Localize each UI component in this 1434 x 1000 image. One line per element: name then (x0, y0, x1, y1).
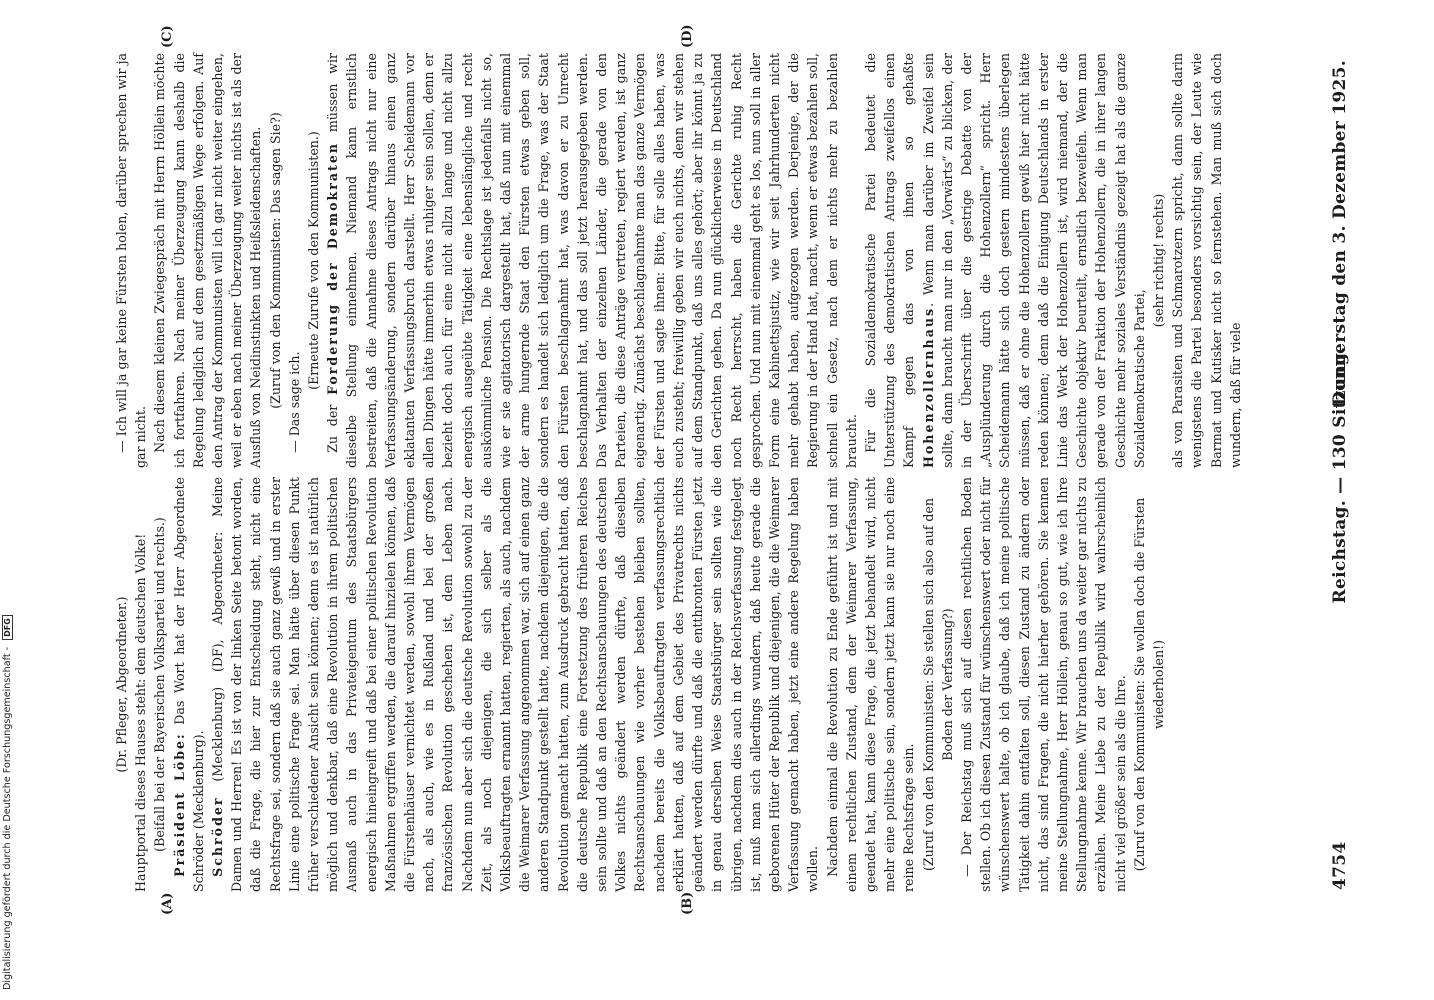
margin-label-c: (C) (160, 25, 175, 48)
interjection: (sehr richtig! rechts) (1150, 193, 1166, 328)
page-number: 4754 (1330, 841, 1350, 890)
footer-text: Digitalisierung gefördert durch die Deutsche Forschungsgemeinschaft - (2, 646, 13, 990)
paragraph-text: (Mecklenburg) (DF), Abgeordneter: Meine Damen und Herren! Es ist von der linken Seite betont worden, daß die Frage, die hier zur Entscheidung steht, nicht eine Rechtsfrage sei, sondern daß sie auch ganz gewiß und in erster Linie eine politische Frage sei. Man hätte über diesen Punkt früher verschiedener Ansicht sein können; denn es ist natürlich möglich und denkbar, daß eine Revolution in ihrem politischen Ausmaß auch in das Privateigentum des Staatsbürgers energisch hineingreift und daß bei einer politischen Revolution Maßnahmen ergriffen werden, die darauf hinzielen können, daß die Fürstenhäuser vernichtet werden, sowohl ihrem Vermögen nach, als auch, wie es in Rußland und bei der großen französischen Revolution geschehen ist, dem Leben nach. Nachdem nun aber sich die deutsche Revolution sowohl zu der Zeit, als noch diejenigen, die sich selber als die Volksbeauftragten ernannt hatten, regierten, als auch, nachdem die Weimarer Verfassung angenommen war, sich auf einen ganz anderen Standpunkt gestellt hatte, nachdem diejenigen, die die Revolution gemacht hatten, zum Ausdruck gebracht hatten, daß die deutsche Republik eine Fortsetzung des früheren Reiches sein sollte und daß an den Rechtsanschauungen des deutschen Volkes nichts geändert werden dürfte, daß dieselben Rechtsanschauungen wie vorher bestehen bleiben sollten, nachdem bereits die Volksbeauftragten verfassungsrechtlich erklärt hatten, daß auf dem Gebiet des Privatrechts nichts geändert werden dürfte und daß die entthronten Fürsten jetzt in genau derselben Weise Staatsbürger sein sollten wie die übrigen, nachdem dies auch in der Reichsverfassung festgelegt ist, muß man sich allerdings wundern, daß heute gerade die geborenen Hüter der Republik und diejenigen, die die Weimarer Verfassung gemacht haben, jetzt eine andere Regelung haben wollen. (210, 477, 821, 892)
emphasis: Hohenzollernhaus (920, 306, 936, 468)
paragraph-text: Zu der (325, 394, 341, 453)
right-column (112, 53, 1245, 468)
margin-label-a: (A) (160, 892, 175, 915)
speaker-name: Schröder (210, 796, 226, 877)
interjection: (Zuruf von den Kommunisten: Das sagen Sie?) (267, 112, 283, 409)
interjection: (Zuruf von den Kommunisten: Sie stellen sich also auf den Boden der Verfassung?) (920, 498, 955, 871)
page-title: Reichstag. — 130 Sitzung. (1330, 346, 1350, 604)
digitization-footer (0, 0, 20, 1000)
interjection: (Beifall bei der Bayerischen Volkspartei und rechts.) (152, 517, 168, 852)
emphasis: Forderung der Demokraten (325, 141, 341, 395)
paragraph: — Das sage ich. (286, 351, 302, 453)
interjection: (Erneute Zurufe von den Kommunisten.) (306, 131, 322, 390)
paragraph: Hauptportal dieses Hauses steht: dem deutschen Volke! (133, 533, 149, 892)
paragraph-text: Das Wort hat der Herr Abgeordnete Schröder (Mecklenburg). (171, 477, 206, 892)
paragraph-text: . Wenn man darüber im Zweifel sein sollte, dann braucht man nur in den „Vorwärts“ zu blicken, der in der Überschrift über die gestrige Debatte von der „Ausplünderung durch die Hohenzollern“ spricht. Herr Scheidemann hätte sich doch gestern mindestens überlegen müssen, daß er ohne die Hohenzollern gewiß hier nicht hätte reden können; denn daß die Einigung Deutschlands in erster Linie das Werk der Hohenzollern ist, wird niemand, der die Geschichte objektiv beurteilt, ernstlich bezweifeln. Wenn man gerade von der Fraktion der Hohenzollern, die in ihrer langen Geschichte mehr soziales Verständnis gezeigt hat als die ganze Sozialdemokratische Partei, (920, 53, 1147, 468)
interjection: (Zuruf von den Kommunisten: Sie wollen doch die Fürsten wiederholen!) (1131, 497, 1166, 872)
paragraph: als von Parasiten und Schmarotzern spricht, dann sollte darin wenigstens die Partei besonders vorsichtig sein, der Leute wie Barmat und Kutisker nicht so fernstehen. Man muß sich doch wundern, daß für viele (1170, 53, 1243, 468)
paragraph (861, 53, 1149, 468)
margin-label-b: (B) (680, 891, 695, 915)
session-date: Donnerstag den 3. Dezember 1925. (1330, 60, 1350, 406)
dfg-logo: DFG (2, 615, 13, 640)
paragraph-text: Für die Sozialdemokratische Partei bedeutet die Unterstützung des demokratischen Antrags zweifellos einen Kampf gegen das von ihnen so gehaßte (862, 53, 917, 468)
speaker-note: (Dr. Pfleger, Abgeordneter.) (114, 596, 129, 773)
paragraph (208, 477, 823, 892)
paragraph (323, 53, 861, 468)
speaker-name: Präsident Löbe: (171, 732, 187, 877)
left-column (112, 477, 1168, 892)
paragraph: Nach diesem kleinen Zwiegespräch mit Herrn Höllein möchte ich fortfahren. Nach meiner Überzeugung kann deshalb die Regelung lediglich auf dem gesetzmäßigen Wege erfolgen. Auf den Antrag der Kommunisten will ich gar nicht weiter eingehen, weil er eben nach meiner Überzeugung weiter nichts ist als der Ausfluß von Neidinstinkten und Heißsleidenschaften. (152, 53, 264, 468)
page-header (1330, 60, 1360, 890)
paragraph: — Ich will ja gar keine Fürsten holen, darüber sprechen wir ja gar nicht. (114, 53, 149, 468)
paragraph-text: müssen wir dieselbe Stellung einnehmen. Niemand kann ernstlich bestreiten, daß die Annahme dieses Antrags nicht nur eine Verfassungsänderung, sondern darüber hinaus einen ganz eklatanten Verfassungsbruch darstellt. Herr Scheidemann vor allen Dingen hätte immerhin etwas ruhiger sein sollen, denn er bezieht doch auch für eine nicht allzu lange und nicht allzu energisch ausgeübte Tätigkeit eine lebenslängliche und recht auskömmliche Pension. Die Rechtslage ist jedenfalls nicht so, wie er sie agitatorisch dargestellt hat, daß nun mit einemmal der arme hungernde Staat den Fürsten etwas geben soll, sondern es handelt sich lediglich um die Frage, was der Staat den Fürsten beschlagnahmt hat, was davon er zu Unrecht beschlagnahmt hat, und das soll jetzt herausgegeben werden. Das Verhalten der einzelnen Länder, die gerade von den Parteien, die diese Anträge vertreten, regiert werden, ist ganz eigenartig. Zunächst beschlagnahmte man das ganze Vermögen der Fürsten und sagte ihnen: Bitte, für solle alles haben, was euch zusteht; freiwillig geben wir euch nichts, denn wir stehen auf dem Standpunkt, daß uns alles gehört; aber ihr könnt ja zu den Gerichten gehen. Da nun glücklicherweise in Deutschland noch Recht herrscht, haben die Gerichte ruhig Recht gesprochen. Und nun mit einemmal geht es los, nun soll in aller Form eine Kabinettsjustiz, wie wir seit Jahrhunderten nicht mehr gehabt haben, aufgezogen werden. Derjenige, der die Regierung in der Hand hat, macht, wenn er etwas bezahlen soll, schnell ein Gesetz, nach dem er nichts mehr zu bezahlen braucht. (325, 52, 859, 468)
paragraph: Nachdem einmal die Revolution zu Ende geführt ist und mit einem rechtlichen Zustand, dem der Weimarer Verfassung, geendet hat, kann diese Frage, die jetzt behandelt wird, nicht mehr eine politische sein, sondern jetzt kann sie nur noch eine reine Rechtsfrage sein. (824, 477, 917, 892)
margin-label-d: (D) (680, 24, 695, 48)
paragraph (170, 477, 208, 892)
paragraph: — Der Reichstag muß sich auf diesen rechtlichen Boden stellen. Ob ich diesen Zustand für wünschenswert oder nicht für wünschenswert halte, ob ich glaube, daß ich meine politische Tätigkeit dahin entfalten soll, diesen Zustand zu ändern oder nicht, das sind Fragen, die nicht hierher gehören. Sie kennen meine Stellungnahme, Herr Höllein, genau so gut, wie ich Ihre Stellungnahme kenne. Wir brauchen uns da weiter gar nichts zu erzählen. Meine Liebe zu der Republik wird wahrscheinlich nicht viel größer sein als die Ihre. (958, 477, 1128, 892)
